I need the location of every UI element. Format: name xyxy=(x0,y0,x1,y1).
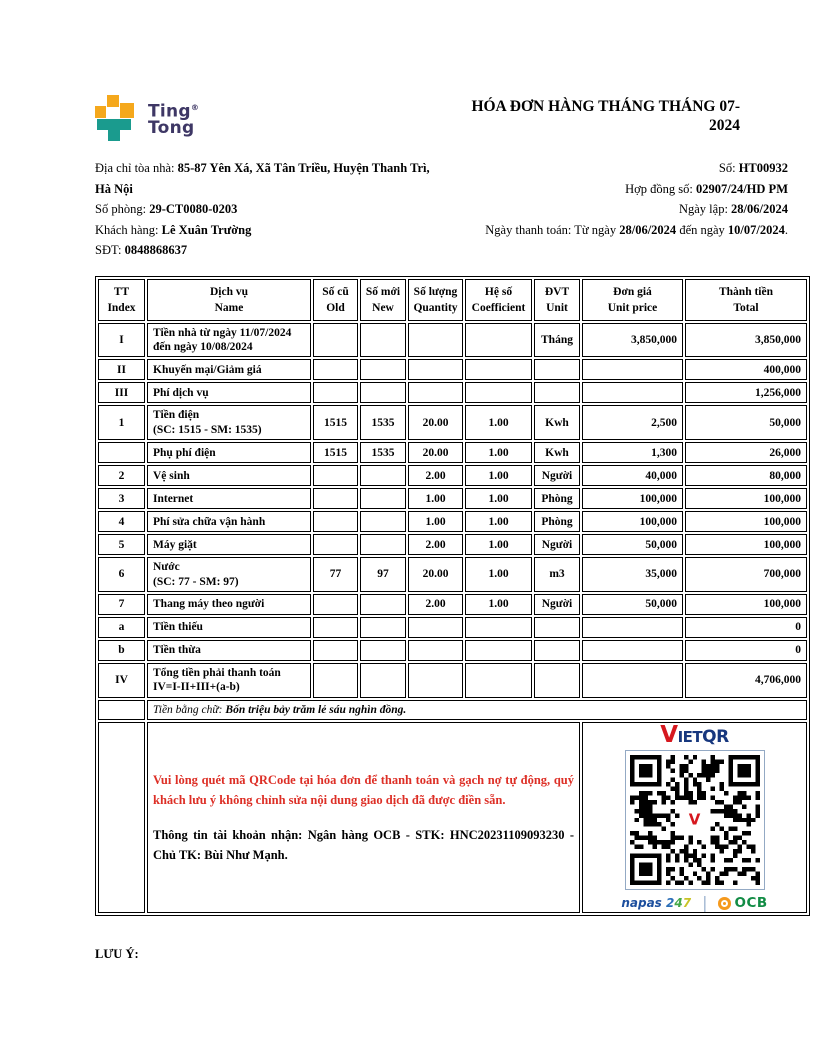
table-cell: Thang máy theo người xyxy=(147,594,311,615)
table-row xyxy=(98,382,807,403)
text-segment: SĐT: xyxy=(95,243,125,257)
table-cell: Kwh xyxy=(534,442,580,463)
table-cell: 100,000 xyxy=(582,488,683,509)
vietqr-logo-part: V xyxy=(660,722,678,749)
table-row xyxy=(98,617,807,638)
table-cell xyxy=(534,663,580,698)
table-cell: 6 xyxy=(98,557,145,592)
text-segment: 0848868637 xyxy=(124,243,188,257)
table-row xyxy=(98,405,807,440)
text-segment: 29-CT0080-0203 xyxy=(149,202,238,216)
meta-line-left-4 xyxy=(95,220,465,241)
table-cell: 1515 xyxy=(313,442,358,463)
table-cell: 1.00 xyxy=(465,405,532,440)
table-cell: 1 xyxy=(98,405,145,440)
table-row xyxy=(98,534,807,555)
tingtong-logo-icon xyxy=(95,95,141,141)
table-row xyxy=(98,511,807,532)
table-cell xyxy=(313,323,358,358)
table-cell: 4 xyxy=(98,511,145,532)
table-cell: 1535 xyxy=(360,442,406,463)
text-segment: Hợp đồng số: xyxy=(625,181,696,196)
text-segment: - Chủ TK: xyxy=(153,827,574,862)
registered-mark: ® xyxy=(190,103,200,113)
table-cell xyxy=(534,617,580,638)
table-cell xyxy=(534,382,580,403)
table-cell: Phụ phí điện xyxy=(147,442,311,463)
table-cell xyxy=(98,700,145,720)
table-cell xyxy=(465,359,532,380)
text-segment: 28/06/2024 xyxy=(619,222,677,237)
text-segment: 85-87 Yên Xá, Xã Tân Triều, Huyện Thanh Trì, xyxy=(177,161,430,175)
table-cell: 100,000 xyxy=(685,511,807,532)
table-cell: 2 xyxy=(98,465,145,486)
table-cell xyxy=(582,359,683,380)
table-cell: 1.00 xyxy=(465,557,532,592)
table-cell: 2.00 xyxy=(408,465,463,486)
meta-line-right-1 xyxy=(465,158,788,179)
napas-247-digit: 4 xyxy=(674,896,683,911)
table-cell: III xyxy=(98,382,145,403)
table-cell: 97 xyxy=(360,557,406,592)
table-cell: Vệ sinh xyxy=(147,465,311,486)
table-cell xyxy=(360,617,406,638)
amount-in-words-value: Bốn triệu bảy trăm lẻ sáu nghìn đồng. xyxy=(225,703,407,716)
table-cell: 1.00 xyxy=(465,465,532,486)
table-cell xyxy=(313,640,358,661)
qr-warning-text: Vui lòng quét mã QRCode tại hóa đơn để thanh toán và gạch nợ tự động, quý khách lưu ý không chỉnh sửa nội dung giao dịch đã được điền sẵn. xyxy=(153,773,574,808)
table-cell xyxy=(582,663,683,698)
column-header: Đơn giá Unit price xyxy=(582,279,683,321)
table-row xyxy=(98,488,807,509)
text-segment: HNC20231109093230 xyxy=(449,827,565,842)
table-cell: 2.00 xyxy=(408,534,463,555)
table-cell xyxy=(582,640,683,661)
table-cell xyxy=(408,640,463,661)
text-segment: . xyxy=(284,847,288,862)
table-cell: 4,706,000 xyxy=(685,663,807,698)
table-row xyxy=(98,465,807,486)
table-cell: 1535 xyxy=(360,405,406,440)
table-cell: I xyxy=(98,323,145,358)
table-cell: Người xyxy=(534,465,580,486)
text-segment: Số phòng: xyxy=(95,202,150,216)
table-cell xyxy=(313,594,358,615)
table-cell: a xyxy=(98,617,145,638)
table-header-row xyxy=(98,279,807,321)
meta-line-right-3 xyxy=(465,199,788,220)
table-cell: 1.00 xyxy=(465,534,532,555)
qr-code-cell xyxy=(582,722,807,913)
column-header: Hệ số Coefficient xyxy=(465,279,532,321)
table-cell: 100,000 xyxy=(685,488,807,509)
table-cell: Người xyxy=(534,594,580,615)
logo-word-tong: Tong xyxy=(148,117,195,138)
payment-brand-logos xyxy=(588,893,801,913)
table-cell: 1.00 xyxy=(465,488,532,509)
table-cell xyxy=(313,382,358,403)
table-cell: 26,000 xyxy=(685,442,807,463)
table-cell: 1,300 xyxy=(582,442,683,463)
text-segment: 10/07/2024 xyxy=(727,222,785,237)
table-cell xyxy=(98,722,145,913)
table-cell: m3 xyxy=(534,557,580,592)
table-cell: 3 xyxy=(98,488,145,509)
meta-line-left-3 xyxy=(95,199,465,220)
table-cell: 0 xyxy=(685,640,807,661)
amount-in-words-cell xyxy=(147,700,807,720)
column-header: Số lượng Quantity xyxy=(408,279,463,321)
text-segment: 28/06/2024 xyxy=(731,202,788,216)
table-cell xyxy=(360,359,406,380)
text-segment: . xyxy=(784,222,788,237)
invoice-title-line1: HÓA ĐƠN HÀNG THÁNG THÁNG 07- xyxy=(471,98,740,115)
ocb-logo-label: OCB xyxy=(734,895,768,912)
table-cell: 100,000 xyxy=(685,534,807,555)
table-cell xyxy=(313,663,358,698)
table-cell: Kwh xyxy=(534,405,580,440)
ocb-logo xyxy=(718,896,767,910)
table-row xyxy=(98,594,807,615)
amount-in-words-label: Tiền bằng chữ: xyxy=(153,703,226,716)
text-segment: Địa chỉ tòa nhà: xyxy=(95,161,178,175)
table-cell xyxy=(408,382,463,403)
table-row xyxy=(98,323,807,358)
table-cell: 400,000 xyxy=(685,359,807,380)
table-cell xyxy=(582,617,683,638)
table-cell: 1.00 xyxy=(408,511,463,532)
table-cell: Phòng xyxy=(534,511,580,532)
table-cell: 100,000 xyxy=(582,511,683,532)
text-segment: Lê Xuân Trường xyxy=(161,222,252,237)
table-cell: 5 xyxy=(98,534,145,555)
table-cell: 1515 xyxy=(313,405,358,440)
table-cell xyxy=(360,465,406,486)
table-cell xyxy=(360,594,406,615)
table-cell: Internet xyxy=(147,488,311,509)
table-cell xyxy=(360,488,406,509)
vietqr-logo xyxy=(588,722,801,749)
table-cell xyxy=(360,382,406,403)
tingtong-logo-text xyxy=(148,100,199,136)
table-cell: 50,000 xyxy=(685,405,807,440)
table-cell xyxy=(98,442,145,463)
text-segment: 02907/24/HD PM xyxy=(695,181,788,196)
table-cell: Tiền nhà từ ngày 11/07/2024 đến ngày 10/08/2024 xyxy=(147,323,311,358)
table-cell: 7 xyxy=(98,594,145,615)
table-cell: 1.00 xyxy=(408,488,463,509)
table-cell xyxy=(360,534,406,555)
table-cell: Nước (SC: 77 - SM: 97) xyxy=(147,557,311,592)
table-row xyxy=(98,557,807,592)
table-cell: 2.00 xyxy=(408,594,463,615)
table-cell xyxy=(465,323,532,358)
table-cell: 0 xyxy=(685,617,807,638)
table-cell xyxy=(313,465,358,486)
logo-word-ting: Ting xyxy=(148,101,191,122)
table-cell: 700,000 xyxy=(685,557,807,592)
table-cell: 100,000 xyxy=(685,594,807,615)
text-segment: Ngày lập: xyxy=(678,202,732,216)
table-cell: 3,850,000 xyxy=(685,323,807,358)
column-header: Số cũ Old xyxy=(313,279,358,321)
column-header: ĐVT Unit xyxy=(534,279,580,321)
invoice-title-line2: 2024 xyxy=(709,117,740,134)
vietqr-logo-part: QR xyxy=(702,727,729,748)
table-row xyxy=(98,640,807,661)
qr-center-mark: V xyxy=(685,811,705,830)
table-cell: Tháng xyxy=(534,323,580,358)
meta-left-column xyxy=(95,158,465,261)
meta-line-right-4 xyxy=(465,220,788,241)
table-cell xyxy=(465,663,532,698)
table-cell xyxy=(408,323,463,358)
table-cell xyxy=(465,640,532,661)
meta-line-left-5 xyxy=(95,240,465,261)
table-cell: Người xyxy=(534,534,580,555)
text-segment: Hà Nội xyxy=(95,181,133,196)
table-cell: 20.00 xyxy=(408,442,463,463)
payment-qr-row xyxy=(98,722,807,913)
amount-in-words-row xyxy=(98,700,807,720)
table-cell: b xyxy=(98,640,145,661)
table-cell: 3,850,000 xyxy=(582,323,683,358)
invoice-title xyxy=(420,97,740,135)
table-cell: 1,256,000 xyxy=(685,382,807,403)
table-cell xyxy=(408,617,463,638)
table-cell: Phòng xyxy=(534,488,580,509)
table-cell: 1.00 xyxy=(465,442,532,463)
invoice-table xyxy=(95,276,810,917)
meta-line-right-2 xyxy=(465,179,788,200)
meta-right-column xyxy=(465,158,788,261)
vietqr-logo-part: IET xyxy=(677,728,703,747)
payment-note-cell xyxy=(147,722,580,913)
column-header: Thành tiền Total xyxy=(685,279,807,321)
tingtong-logo xyxy=(95,95,199,141)
table-cell: 50,000 xyxy=(582,594,683,615)
text-segment: Số: xyxy=(718,161,739,175)
table-cell: Khuyến mại/Giảm giá xyxy=(147,359,311,380)
table-cell xyxy=(360,640,406,661)
table-cell: 40,000 xyxy=(582,465,683,486)
table-cell xyxy=(534,640,580,661)
notes-heading: LƯU Ý: xyxy=(95,947,139,962)
table-cell: 50,000 xyxy=(582,534,683,555)
header xyxy=(95,95,788,141)
table-cell: 2,500 xyxy=(582,405,683,440)
text-segment: Khách hàng: xyxy=(95,222,162,237)
text-segment: Ngày thanh toán: Từ ngày xyxy=(485,222,620,237)
account-info-text xyxy=(153,825,574,866)
column-header: Dịch vụ Name xyxy=(147,279,311,321)
table-cell: Tiền điện (SC: 1515 - SM: 1535) xyxy=(147,405,311,440)
table-row xyxy=(98,663,807,698)
table-cell: Tiền thiếu xyxy=(147,617,311,638)
table-cell xyxy=(313,534,358,555)
column-header: TT Index xyxy=(98,279,145,321)
table-cell xyxy=(360,323,406,358)
table-cell: 77 xyxy=(313,557,358,592)
table-cell: 1.00 xyxy=(465,511,532,532)
table-cell: Phí sửa chữa vận hành xyxy=(147,511,311,532)
table-cell xyxy=(582,382,683,403)
table-cell xyxy=(465,382,532,403)
table-cell: Phí dịch vụ xyxy=(147,382,311,403)
napas-247-digit: 2 xyxy=(666,896,675,911)
table-cell xyxy=(465,617,532,638)
table-cell: 35,000 xyxy=(582,557,683,592)
table-cell xyxy=(408,663,463,698)
table-cell xyxy=(313,488,358,509)
napas-247-digit: 7 xyxy=(682,896,692,911)
table-cell: Tổng tiền phải thanh toán IV=I-II+III+(a-b) xyxy=(147,663,311,698)
table-cell xyxy=(313,511,358,532)
qr-frame xyxy=(625,750,765,890)
text-segment: Bùi Như Mạnh xyxy=(204,847,285,862)
table-cell: IV xyxy=(98,663,145,698)
table-cell: Tiền thừa xyxy=(147,640,311,661)
table-cell: 1.00 xyxy=(465,594,532,615)
text-segment: HT00932 xyxy=(738,161,788,175)
text-segment: đến ngày xyxy=(676,222,728,237)
table-cell: 80,000 xyxy=(685,465,807,486)
meta-line-left-2 xyxy=(95,179,465,200)
ocb-logo-icon xyxy=(718,897,731,910)
brand-divider: | xyxy=(702,893,708,913)
column-header: Số mới New xyxy=(360,279,406,321)
table-cell: 20.00 xyxy=(408,557,463,592)
table-cell xyxy=(408,359,463,380)
table-cell: Máy giặt xyxy=(147,534,311,555)
invoice-meta xyxy=(95,158,788,261)
table-cell xyxy=(313,617,358,638)
table-cell xyxy=(360,511,406,532)
table-cell xyxy=(313,359,358,380)
text-segment: Thông tin tài khoản nhận: Ngân hàng OCB - STK: xyxy=(153,827,450,842)
meta-line-left-1 xyxy=(95,158,465,179)
table-cell: 20.00 xyxy=(408,405,463,440)
table-cell: II xyxy=(98,359,145,380)
table-row xyxy=(98,359,807,380)
table-cell xyxy=(534,359,580,380)
table-cell xyxy=(360,663,406,698)
napas-247-logo: napas 247 xyxy=(621,896,692,911)
table-row xyxy=(98,442,807,463)
